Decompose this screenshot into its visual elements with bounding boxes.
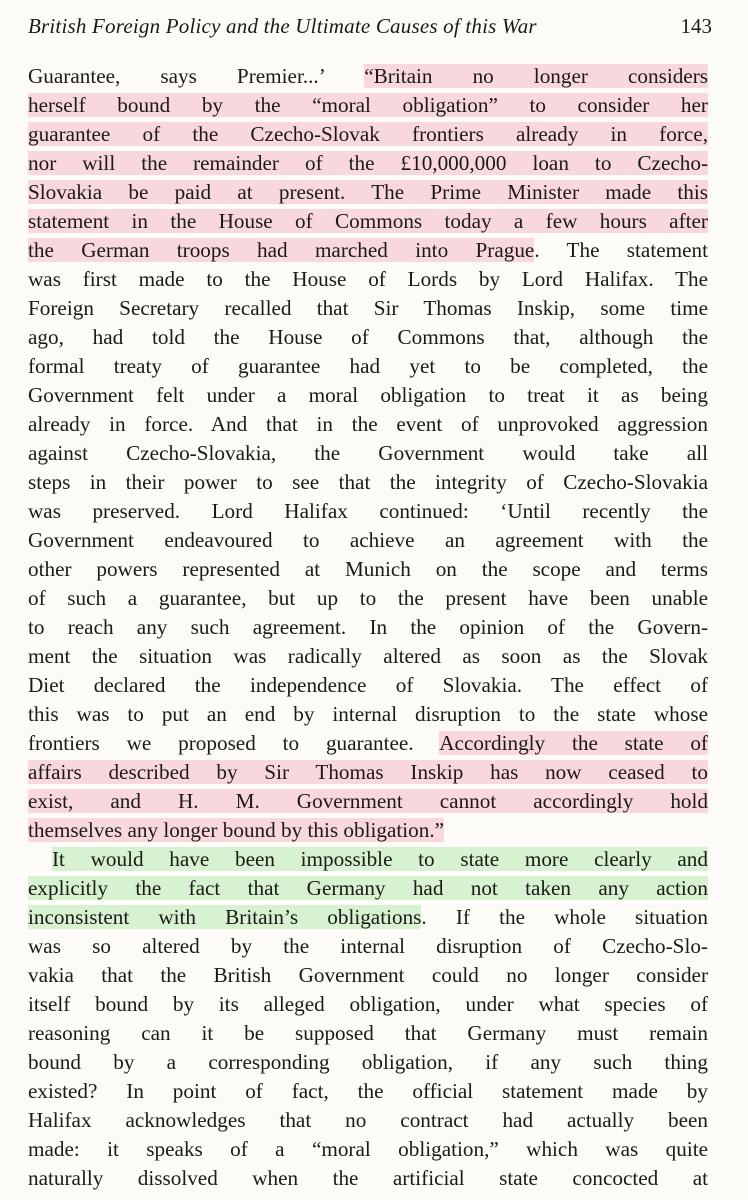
page-number: 143 bbox=[680, 13, 712, 38]
text-segment: frontiers we proposed to guarantee. bbox=[28, 731, 440, 755]
highlight-pink: Slovakia be paid at present. The Prime Minister made this bbox=[28, 180, 708, 204]
highlight-pink: nor will the remainder of the £10,000,000 loan to Czecho- bbox=[28, 151, 708, 175]
text-line bbox=[28, 787, 708, 816]
text-line bbox=[28, 961, 708, 990]
text-segment: was preserved. Lord Halifax continued: ‘Until recently the bbox=[28, 499, 708, 523]
text-segment: ment the situation was radically altered as soon as the Slovak bbox=[28, 644, 708, 668]
text-line bbox=[28, 700, 708, 729]
text-line bbox=[28, 990, 708, 1019]
text-line bbox=[28, 1048, 708, 1077]
text-line bbox=[28, 1106, 708, 1135]
text-line bbox=[28, 874, 708, 903]
text-line bbox=[28, 294, 708, 323]
text-line bbox=[28, 555, 708, 584]
text-line bbox=[28, 758, 708, 787]
highlight-pink: exist, and H. M. Government cannot accordingly hold bbox=[28, 789, 708, 813]
text-line bbox=[28, 410, 708, 439]
text-line bbox=[28, 207, 708, 236]
highlight-green: It would have been impossible to state more clearly and bbox=[52, 847, 708, 871]
text-line bbox=[28, 1135, 708, 1164]
text-segment: . If the whole situation bbox=[421, 905, 708, 929]
text-line bbox=[28, 642, 708, 671]
text-line bbox=[28, 845, 708, 874]
text-line bbox=[28, 381, 708, 410]
text-segment: naturally dissolved when the artificial state concocted at bbox=[28, 1166, 708, 1190]
text-line bbox=[28, 265, 708, 294]
text-line bbox=[28, 584, 708, 613]
text-segment: formal treaty of guarantee had yet to be completed, the bbox=[28, 354, 708, 378]
highlight-green: inconsistent with Britain’s obligations bbox=[28, 905, 422, 929]
text-line bbox=[28, 352, 708, 381]
text-segment: Halifax acknowledges that no contract had actually been bbox=[28, 1108, 708, 1132]
text-line bbox=[28, 62, 708, 91]
text-segment: Government endeavoured to achieve an agreement with the bbox=[28, 528, 708, 552]
highlight-pink: affairs described by Sir Thomas Inskip has now ceased to bbox=[28, 760, 708, 784]
highlight-pink: “Britain no longer considers bbox=[364, 64, 709, 88]
text-line bbox=[28, 613, 708, 642]
text-segment: of such a guarantee, but up to the present have been unable bbox=[28, 586, 708, 610]
text-segment: this was to put an end by internal disruption to the state whose bbox=[28, 702, 708, 726]
highlight-pink: herself bound by the “moral obligation” to consider her bbox=[28, 93, 708, 117]
highlight-pink: statement in the House of Commons today a few hours after bbox=[28, 209, 708, 233]
text-segment: existed? In point of fact, the official statement made by bbox=[28, 1079, 708, 1103]
text-line bbox=[28, 526, 708, 555]
text-line bbox=[28, 903, 708, 932]
text-line bbox=[28, 729, 708, 758]
text-segment: steps in their power to see that the integrity of Czecho-Slovakia bbox=[28, 470, 708, 494]
text-segment: itself bound by its alleged obligation, under what species of bbox=[28, 992, 708, 1016]
text-segment: Foreign Secretary recalled that Sir Thomas Inskip, some time bbox=[28, 296, 708, 320]
body-text bbox=[28, 62, 708, 1193]
text-line bbox=[28, 149, 708, 178]
text-line bbox=[28, 1164, 708, 1193]
text-segment: Diet declared the independence of Slovakia. The effect of bbox=[28, 673, 708, 697]
text-line bbox=[28, 91, 708, 120]
highlight-pink: Accordingly the state of bbox=[439, 731, 708, 755]
text-segment: Government felt under a moral obligation to treat it as being bbox=[28, 383, 708, 407]
text-line bbox=[28, 323, 708, 352]
text-segment: ago, had told the House of Commons that, although the bbox=[28, 325, 708, 349]
text-segment: made: it speaks of a “moral obligation,” which was quite bbox=[28, 1137, 708, 1161]
text-line bbox=[28, 497, 708, 526]
text-segment: bound by a corresponding obligation, if any such thing bbox=[28, 1050, 708, 1074]
highlight-pink: the German troops had marched into Prague bbox=[28, 238, 535, 262]
text-segment: other powers represented at Munich on the scope and terms bbox=[28, 557, 708, 581]
text-segment: vakia that the British Government could no longer consider bbox=[28, 963, 708, 987]
text-line bbox=[28, 178, 708, 207]
text-line bbox=[28, 236, 708, 265]
text-line bbox=[28, 671, 708, 700]
text-line bbox=[28, 120, 708, 149]
highlight-green: explicitly the fact that Germany had not taken any action bbox=[28, 876, 708, 900]
text-line bbox=[28, 468, 708, 497]
text-segment: against Czecho-Slovakia, the Government would take all bbox=[28, 441, 708, 465]
text-segment: Guarantee, says Premier...’ bbox=[28, 64, 365, 88]
text-segment: . The statement bbox=[534, 238, 708, 262]
text-line bbox=[28, 439, 708, 468]
text-line bbox=[28, 1077, 708, 1106]
highlight-pink: guarantee of the Czecho-Slovak frontiers already in force, bbox=[28, 122, 708, 146]
running-title: British Foreign Policy and the Ultimate Causes of this War bbox=[28, 13, 537, 38]
text-segment: was so altered by the internal disruption of Czecho-Slo- bbox=[28, 934, 708, 958]
text-segment: already in force. And that in the event of unprovoked aggression bbox=[28, 412, 708, 436]
text-segment: to reach any such agreement. In the opinion of the Govern- bbox=[28, 615, 708, 639]
text-line bbox=[28, 1019, 708, 1048]
highlight-pink: themselves any longer bound by this obligation.” bbox=[28, 818, 445, 842]
text-line bbox=[28, 932, 708, 961]
text-segment: reasoning can it be supposed that Germany must remain bbox=[28, 1021, 708, 1045]
page-header bbox=[28, 6, 712, 46]
text-line bbox=[28, 816, 708, 845]
text-segment: was first made to the House of Lords by Lord Halifax. The bbox=[28, 267, 708, 291]
